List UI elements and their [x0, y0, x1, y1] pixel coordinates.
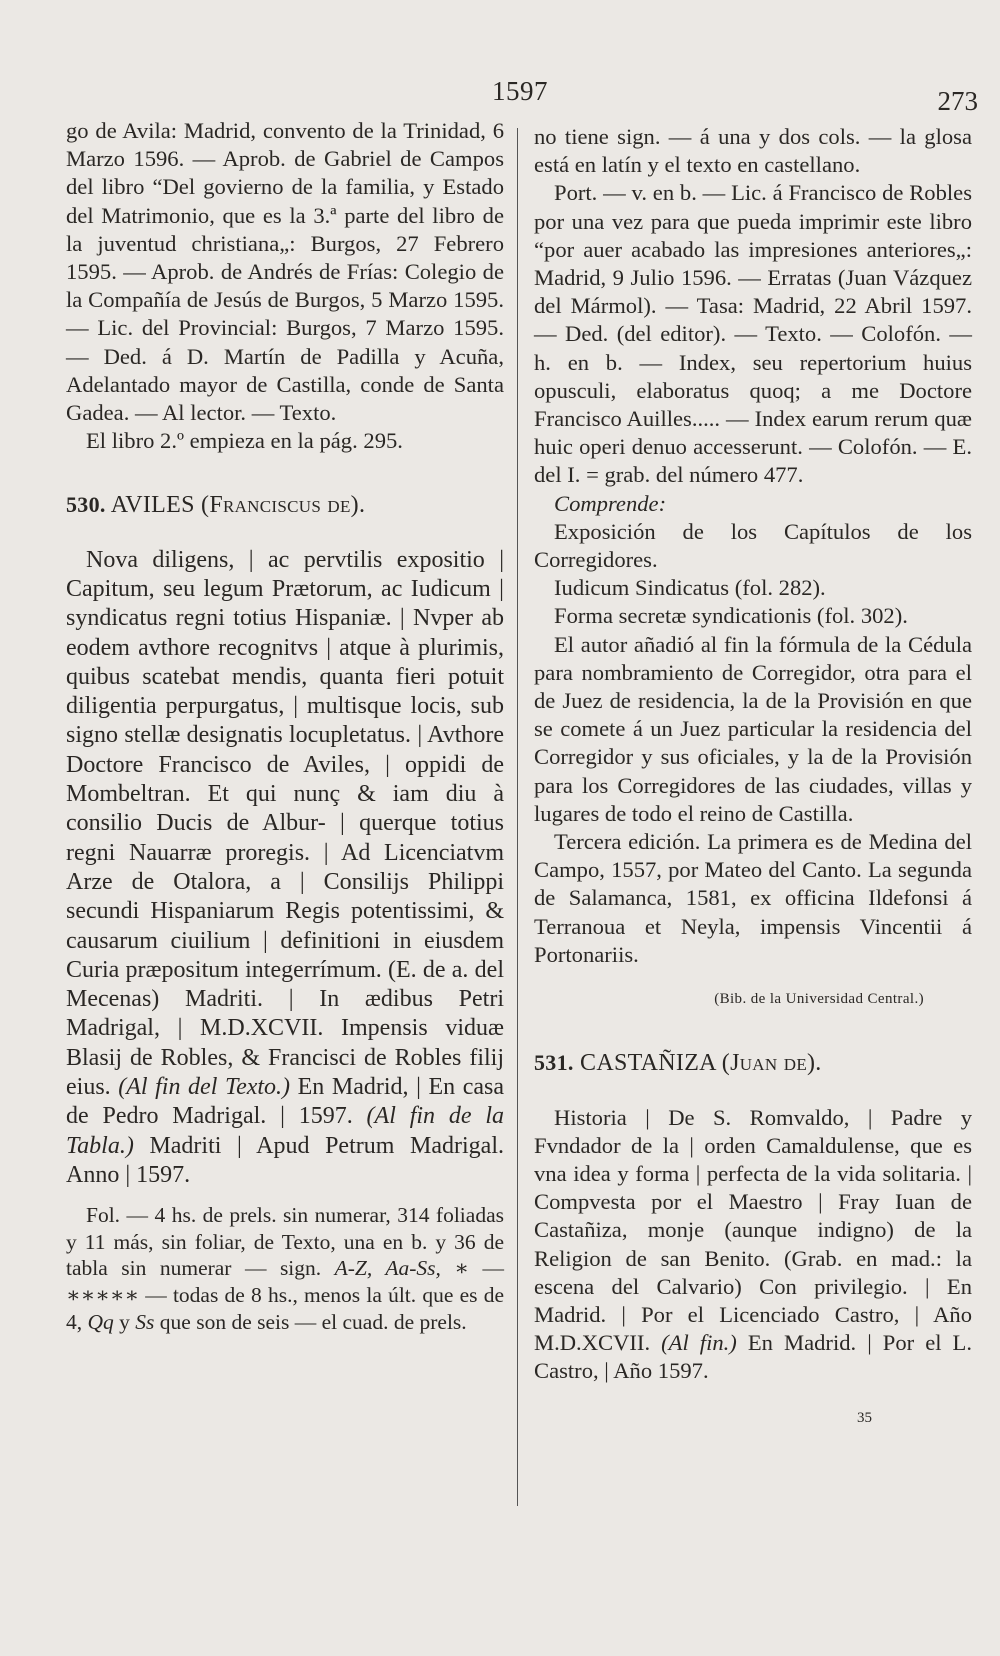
- continuation-paragraph: no tiene sign. — á una y dos cols. — la glosa está en latín y el texto en castellano.: [534, 124, 972, 178]
- entry-heading-530: [66, 491, 504, 519]
- continuation-paragraph: go de Avila: Madrid, convento de la Trinidad, 6 Marzo 1596. — Aprob. de Gabriel de Campos del libro “Del govierno de la familia, y Estado del Matrimonio, que es la 3.ª parte del libro de la juventud christiana„: Burgos, 27 Febrero 1595. — Aprob. de Andrés de Frías: Colegio de la Compañía de Jesús de Burgos, 5 Marzo 1595. — Lic. del Provincial: Burgos, 7 Marzo 1595. — Ded. á D. Martín de Padilla y Acuña, Adelantado mayor de Castilla, conde de Santa Gadea. — Al lector. — Texto.: [66, 118, 504, 426]
- colophon-table-label: (Al fin de la Tabla.): [66, 1103, 504, 1159]
- entry-number: 530.: [66, 492, 106, 518]
- colophon-label: (Al fin.): [661, 1330, 737, 1356]
- description-y: y: [119, 1309, 130, 1334]
- entry-author-rest: (Franciscus de).: [201, 492, 366, 519]
- colophon-text-label: (Al fin del Texto.): [118, 1073, 291, 1100]
- comprende-item: Iudicum Sindicatus (fol. 282).: [554, 575, 826, 601]
- title-text: Nova diligens, | ac pervtilis expositio | Capitum, seu legum Prætorum, ac Iudicum | syndicatus regni totius Hispaniæ. | Nvper ab eodem avthore recognitvs | atque à plurimis, quibus scatebat mendis, quanta fieri potuit diligentia perpurgatus, | multisque locis, sub signo stellæ designatis locupletatus. | Avthore Doctore Francisco de Aviles, | oppidi de Mombeltran. Et qui nunç & iam diu à consilio Ducis de Albur- | querque totius regni Nauarræ proregis. | Ad Licenciatvm Arze de Otalora, a | Consilijs Philippi secundi Hispaniarum Regis potentissimi, & causarum ciuilium | definitioni in eiusdem Curia præpositum integerrímum. (E. de a. del Mecenas) Madriti. | In ædibus Petri Madrigal, | M.D.XCVII. Impensis viduæ Blasij de Robles, & Francisci de Robles filij eius.: [66, 546, 504, 1100]
- entry-number: 531.: [534, 1050, 574, 1076]
- entry-title: [534, 1104, 972, 1386]
- signature-mark: 35: [857, 1409, 872, 1426]
- comprende-item: Forma secretæ syndicationis (fol. 302).: [554, 603, 908, 629]
- colophon: En Madrid. | Por el L. Castro, | Año 1597.: [534, 1330, 972, 1384]
- entry-title: [66, 546, 504, 1191]
- left-column: [66, 117, 504, 1335]
- title-text: Historia | De S. Romvaldo, | Padre y Fvndador de la | orden Camaldulense, que es vna idea y forma | perfecta de la vida solitaria. | Compvesta por el Maestro | Fray Iuan de Castañiza, monje (aunque indigno) de la Religion de san Benito. (Grab. en mad.: la escena del Calvario) Con privilegio. | En Madrid. | Por el Licenciado Castro, | Año M.D.XCVII.: [534, 1104, 972, 1356]
- column-divider: [517, 128, 518, 1506]
- signature-qq: Qq: [87, 1309, 114, 1334]
- running-header-year: 1597: [492, 76, 548, 106]
- port-paragraph: Port. — v. en b. — Lic. á Francisco de Robles por una vez para que pueda imprimir este libro “por auer acabado las impresiones anteriores„: Madrid, 9 Julio 1596. — Erratas (Juan Vázquez del Mármol). — Tasa: Madrid, 22 Abril 1597. — Ded. (del editor). — Texto. — Colofón. — h. en b. — Index, seu repertorium huius opusculi, elaboratus quoq; a me Doctore Francisco Auilles..... — Index earum rerum quæ huic operi denuo accesserunt. — Colofón. — E. del I. = grab. del número 477.: [534, 180, 972, 488]
- second-book-note: El libro 2.º empieza en la pág. 295.: [86, 428, 403, 454]
- entry-author-rest: (Juan de).: [721, 1050, 822, 1077]
- comprende-item: Exposición de los Capítulos de los Corregidores.: [534, 518, 972, 573]
- colophon-text: En Madrid, | En casa de Pedro Madrigal. | 1597.: [66, 1073, 505, 1130]
- description-start: Fol. — 4 hs. de prels. sin numerar, 314 foliadas y 11 más, sin foliar, de Texto, una en b. y 36 de tabla sin numerar — sign.: [66, 1203, 504, 1281]
- entry-author: CASTAÑIZA: [580, 1050, 716, 1077]
- physical-description: [66, 1202, 504, 1335]
- author-note: El autor añadió al fin la fórmula de la Cédula para nombramiento de Corregidor, otra para el de Juez de residencia, la de la Provisión en que se comete á un Juez particular la residencia del Corregidor y sus oficiales, y la de la Provisión para los Corregidores de las ciudades, villas y lugares de todo el reino de Castilla.: [534, 631, 972, 826]
- description-end: que son de seis — el cuad. de prels.: [159, 1309, 467, 1334]
- colophon-table: Madriti | Apud Petrum Madrigal. Anno | 1597.: [66, 1132, 505, 1188]
- entry-author: AVILES: [110, 492, 195, 519]
- edition-note: Tercera edición. La primera es de Medina del Campo, 1557, por Mateo del Canto. La segunda de Salamanca, 1581, ex officina Ildefonsi á Terranoua et Neyla, impensis Vincentii á Portonariis.: [534, 829, 972, 967]
- right-column: [534, 123, 972, 1432]
- page-number: 273: [937, 86, 978, 116]
- signature-range: A-Z, Aa-Ss,: [334, 1256, 441, 1281]
- entry-heading-531: [534, 1049, 972, 1077]
- description-mid: ∗ — ∗∗∗∗∗ — todas de 8 hs., menos la últ. que es de 4,: [66, 1256, 504, 1334]
- signature-ss: Ss: [135, 1309, 155, 1334]
- library-note: (Bib. de la Universidad Central.): [714, 991, 924, 1008]
- comprende-label: Comprende:: [554, 490, 667, 516]
